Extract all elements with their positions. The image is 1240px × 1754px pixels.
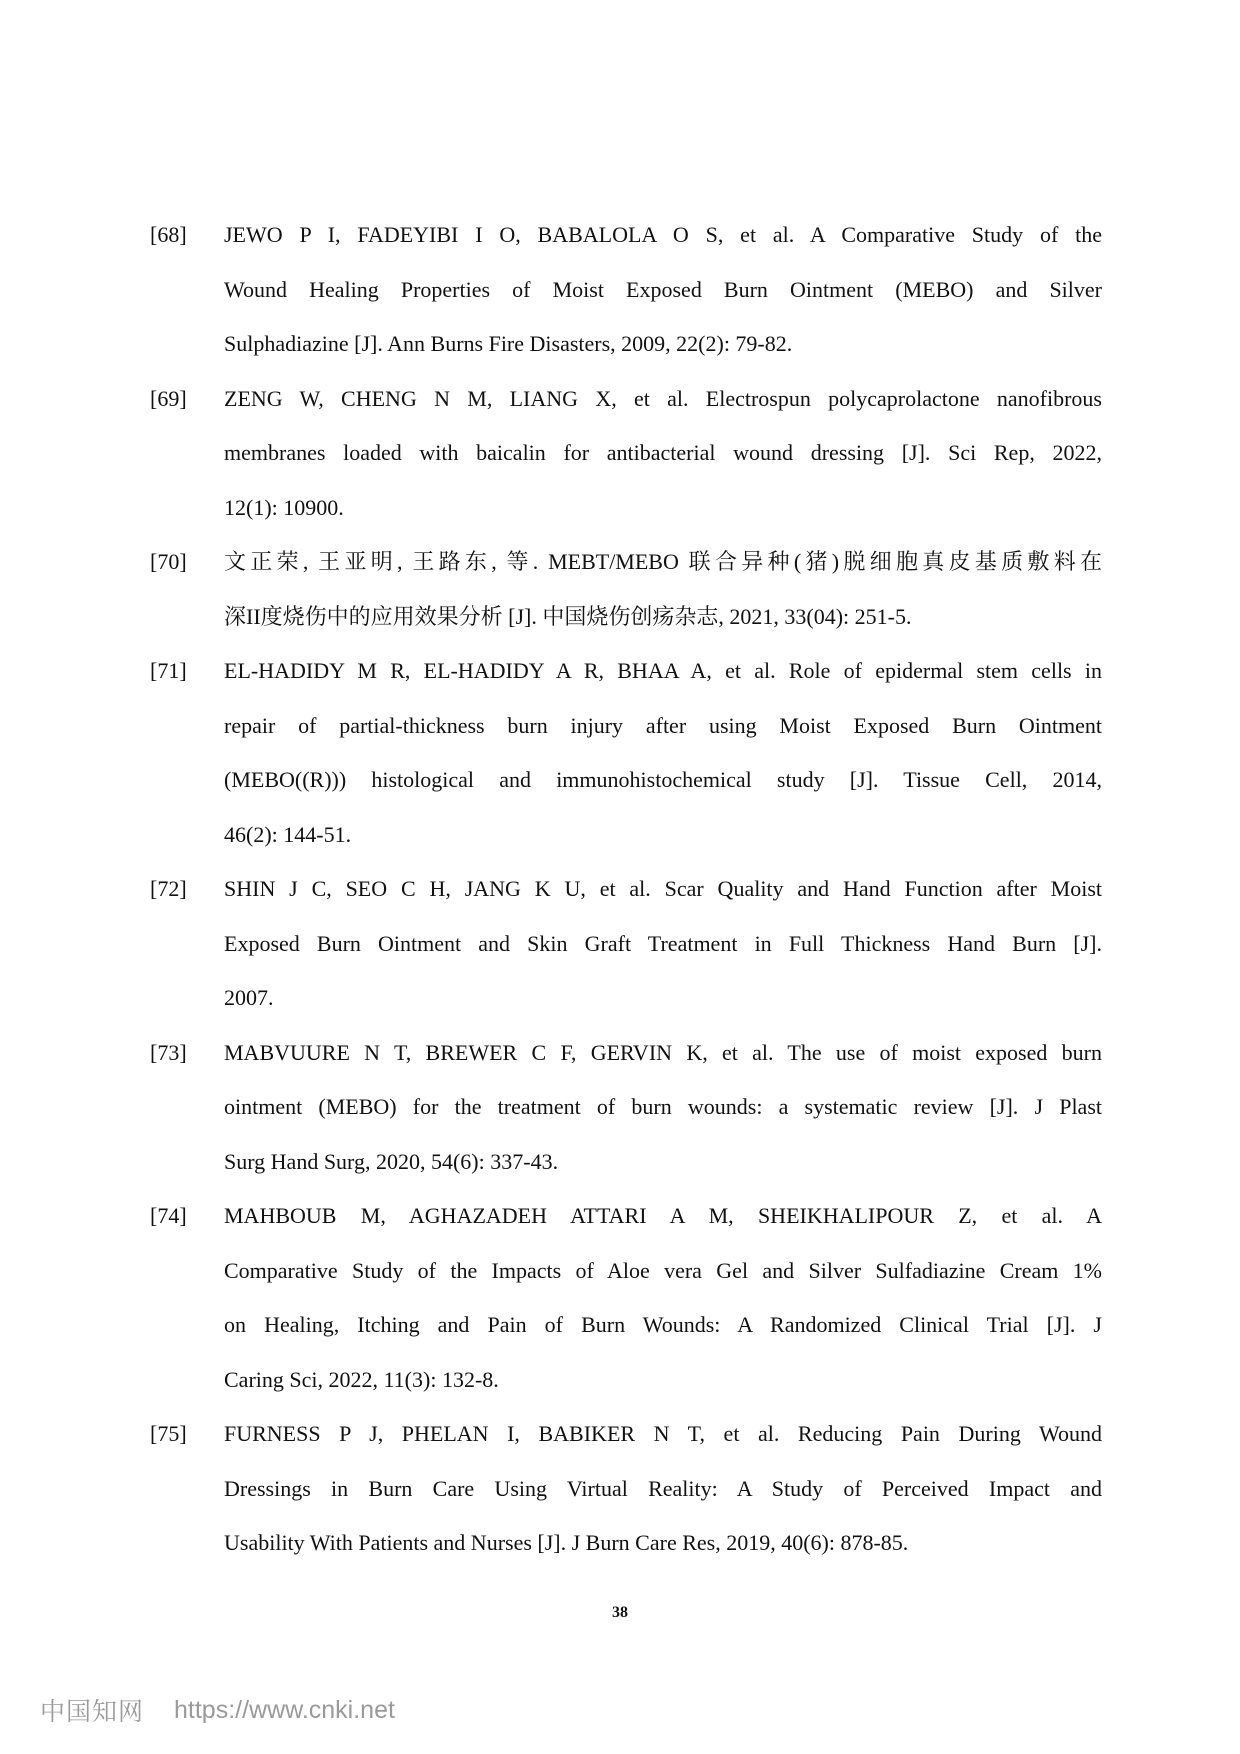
reference-text-line: FURNESS P J, PHELAN I, BABIKER N T, et al. Reducing Pain During Wound	[224, 1421, 1102, 1446]
reference-text-line: 2007.	[224, 985, 274, 1010]
reference-item	[150, 372, 1102, 536]
reference-text-line: Sulphadiazine [J]. Ann Burns Fire Disasters, 2009, 22(2): 79-82.	[224, 331, 793, 356]
reference-item	[150, 1407, 1102, 1571]
cnki-url: https://www.cnki.net	[174, 1695, 395, 1724]
reference-number: [75]	[150, 1421, 187, 1446]
reference-text-line: JEWO P I, FADEYIBI I O, BABALOLA O S, et al. A Comparative Study of the	[224, 222, 1102, 247]
reference-item	[150, 1026, 1102, 1190]
reference-number: [73]	[150, 1039, 187, 1065]
reference-text-line: Caring Sci, 2022, 11(3): 132-8.	[224, 1366, 499, 1392]
reference-number: [69]	[150, 385, 187, 411]
reference-text-line: SHIN J C, SEO C H, JANG K U, et al. Scar Quality and Hand Function after Moist	[224, 876, 1102, 901]
reference-number: [71]	[150, 658, 187, 683]
reference-number: [68]	[150, 222, 187, 247]
reference-item	[150, 644, 1102, 862]
reference-number: [72]	[150, 876, 187, 901]
reference-number: [74]	[150, 1203, 187, 1228]
page-number: 38	[612, 1604, 628, 1621]
reference-text-line: ZENG W, CHENG N M, LIANG X, et al. Electrospun polycaprolactone nanofibrous	[224, 385, 1102, 411]
reference-text-line: EL-HADIDY M R, EL-HADIDY A R, BHAA A, et al. Role of epidermal stem cells in	[224, 658, 1102, 683]
cnki-watermark	[40, 1693, 395, 1727]
reference-item	[150, 208, 1102, 372]
reference-list	[150, 208, 1102, 1571]
reference-text-line: Exposed Burn Ointment and Skin Graft Treatment in Full Thickness Hand Burn [J].	[224, 930, 1102, 956]
reference-text-line: MABVUURE N T, BREWER C F, GERVIN K, et al. The use of moist exposed burn	[224, 1039, 1102, 1065]
reference-text-line: ointment (MEBO) for the treatment of burn wounds: a systematic review [J]. J Plast	[224, 1094, 1102, 1119]
reference-item	[150, 1189, 1102, 1407]
reference-text-line: 46(2): 144-51.	[224, 821, 352, 847]
reference-text-line: on Healing, Itching and Pain of Burn Wounds: A Randomized Clinical Trial [J]. J	[224, 1312, 1102, 1337]
reference-text-line: Wound Healing Properties of Moist Exposed Burn Ointment (MEBO) and Silver	[224, 276, 1102, 302]
reference-text-line: (MEBO((R))) histological and immunohistochemical study [J]. Tissue Cell, 2014,	[224, 767, 1102, 792]
reference-text-line: Surg Hand Surg, 2020, 54(6): 337-43.	[224, 1148, 559, 1174]
reference-text-line: 文正荣, 王亚明, 王路东, 等. MEBT/MEBO 联合异种(猪)脱细胞真皮基质敷料在	[224, 549, 1102, 574]
reference-text-line: 12(1): 10900.	[224, 494, 344, 520]
reference-text-line: Comparative Study of the Impacts of Aloe vera Gel and Silver Sulfadiazine Cream 1%	[224, 1257, 1102, 1283]
reference-text-line: repair of partial-thickness burn injury after using Moist Exposed Burn Ointment	[224, 712, 1102, 738]
reference-text-line: Usability With Patients and Nurses [J]. J Burn Care Res, 2019, 40(6): 878-85.	[224, 1530, 909, 1555]
reference-text-line: membranes loaded with baicalin for antibacterial wound dressing [J]. Sci Rep, 2022,	[224, 440, 1102, 465]
reference-text-line: MAHBOUB M, AGHAZADEH ATTARI A M, SHEIKHALIPOUR Z, et al. A	[224, 1203, 1102, 1228]
reference-text-line: Dressings in Burn Care Using Virtual Reality: A Study of Perceived Impact and	[224, 1475, 1102, 1501]
cnki-logo: 中国知网	[40, 1697, 145, 1726]
reference-number: [70]	[150, 549, 187, 574]
reference-item	[150, 862, 1102, 1026]
reference-item	[150, 535, 1102, 644]
reference-text-line: 深II度烧伤中的应用效果分析 [J]. 中国烧伤创疡杂志, 2021, 33(04): 251-5.	[224, 603, 912, 629]
